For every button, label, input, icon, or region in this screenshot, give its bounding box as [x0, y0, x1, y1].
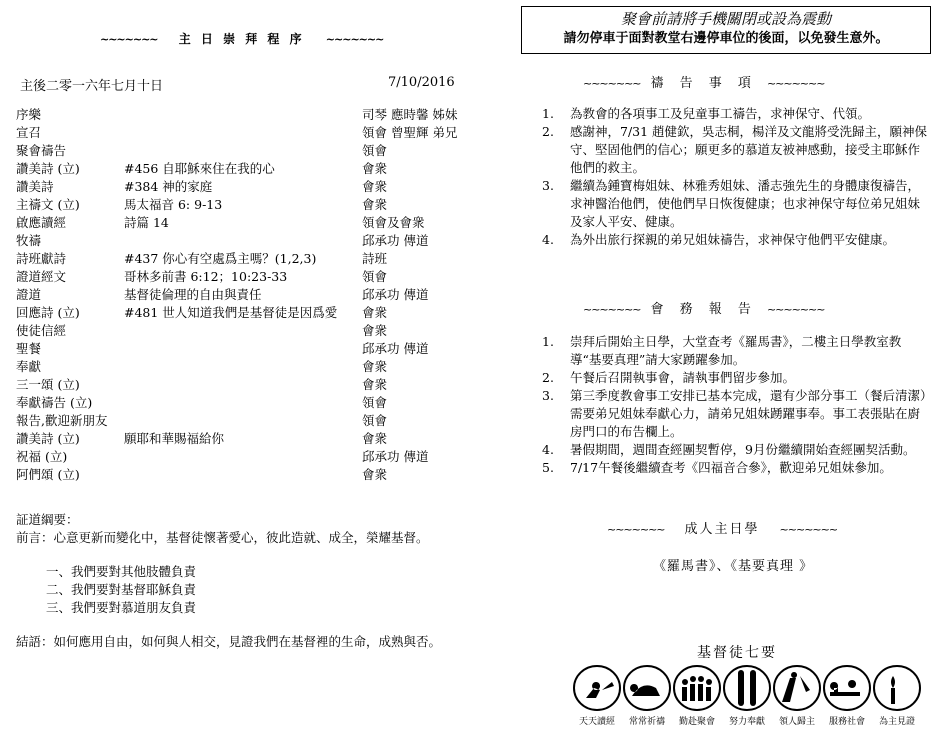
program-row — [16, 340, 476, 358]
program-leader: 領會 — [362, 395, 388, 410]
program-item: 序樂 — [16, 107, 42, 122]
program-item: 讚美詩 — [16, 179, 54, 194]
item-number: 2. — [542, 124, 554, 139]
ornament-right: ~~~~~~~ — [779, 523, 838, 536]
program-detail — [124, 106, 362, 124]
evangelism-icon — [774, 666, 820, 710]
meeting-item — [542, 441, 932, 459]
notice-parking: 請勿停車于面對教堂右邊停車位的後面，以免發生意外。 — [563, 31, 889, 46]
prayer-item — [542, 177, 932, 231]
item-number: 4. — [542, 442, 554, 457]
meeting-section-title — [583, 298, 824, 317]
program-item: 主禱文 (立) — [16, 197, 80, 212]
program-row — [16, 394, 476, 412]
program-leader: 會衆 — [362, 431, 388, 446]
meeting-item — [542, 387, 932, 441]
prayer-heading: 禱 告 事 項 — [650, 76, 757, 91]
program-leader: 邱承功 傳道 — [362, 341, 429, 356]
gathering-icon — [674, 666, 720, 710]
program-item: 牧禱 — [16, 233, 42, 248]
adult-school-title — [607, 518, 837, 537]
program-detail — [124, 448, 362, 466]
item-text: 崇拜后開始主日學，大堂查考《羅馬書》，二樓主日學教室教導“基要真理”請大家踴躍參加。 — [570, 334, 902, 367]
program-row — [16, 268, 476, 286]
program-detail — [124, 124, 362, 142]
program-row — [16, 430, 476, 448]
witness-icon — [874, 666, 920, 710]
program-leader: 會衆 — [362, 377, 388, 392]
program-detail — [124, 142, 362, 160]
program-item: 奉獻 — [16, 359, 42, 374]
program-leader: 領會 曾聖輝 弟兄 — [362, 125, 458, 140]
program-row — [16, 412, 476, 430]
program-item: 證道經文 — [16, 269, 67, 284]
program-detail: 詩篇 14 — [124, 215, 169, 230]
item-text: 繼續為鍾寶梅姐妹、林雅秀姐妹、潘志強先生的身體康復禱告，求神醫治他們，使他們早日恢復健康；也求神保守每位弟兄姐妹及家人平安、健康。 — [570, 178, 921, 229]
program-item: 讚美詩 (立) — [16, 431, 80, 446]
order-of-worship-title — [100, 30, 383, 47]
program-row — [16, 142, 476, 160]
program-row — [16, 322, 476, 340]
meeting-heading: 會 務 報 告 — [650, 302, 757, 317]
item-text: 第三季度教會事工安排已基本完成，還有少部分事工（餐后清潔）需要弟兄姐妹奉獻心力，請弟兄姐妹踴躍事奉。事工表張貼在廚房門口的布告欄上。 — [570, 388, 927, 439]
logo-caption: 天天讀經 — [578, 717, 615, 727]
program-detail — [124, 376, 362, 394]
meeting-item — [542, 333, 932, 369]
program-leader: 司琴 應時馨 姊妹 — [362, 107, 458, 122]
program-detail: #384 神的家庭 — [124, 179, 213, 194]
program-item: 宣召 — [16, 125, 42, 140]
sermon-heading: 証道綱要： — [16, 512, 79, 527]
program-row — [16, 304, 476, 322]
program-leader: 領會 — [362, 413, 388, 428]
program-detail: #481 世人知道我們是基督徒是因爲愛 — [124, 305, 338, 320]
program-row — [16, 448, 476, 466]
item-number: 2. — [542, 370, 554, 385]
program-detail: 基督徒倫理的自由與責任 — [124, 287, 262, 302]
prayer-section-title — [583, 72, 824, 91]
logo-caption: 努力奉獻 — [728, 717, 765, 727]
item-text: 為教會的各項事工及兒童事工禱告，求神保守、代領。 — [570, 106, 871, 121]
date-line — [20, 75, 455, 94]
program-detail — [124, 466, 362, 484]
program-leader: 領會及會衆 — [362, 215, 425, 230]
program-item: 詩班獻詩 — [16, 251, 67, 266]
program-item: 阿們頌 (立) — [16, 467, 80, 482]
program-item: 三一頌 (立) — [16, 377, 80, 392]
program-row — [16, 232, 476, 250]
item-text: 7/17午餐後繼續查考《四福音合參》，歡迎弟兄姐妹參加。 — [570, 460, 892, 475]
program-detail: #456 自耶穌來住在我的心 — [124, 161, 275, 176]
program-item: 證道 — [16, 287, 42, 302]
sermon-point: 三、我們要對慕道朋友負責 — [46, 600, 197, 615]
prayer-item — [542, 123, 932, 177]
program-leader: 會衆 — [362, 161, 388, 176]
item-text: 感謝神，7/31 趙健欽，吳志桐，楊洋及文龍將受洗歸主，願神保守、堅固他們的信心；願更多的慕道友被神感動，接受主耶穌作他們的救主。 — [570, 124, 928, 175]
meeting-item — [542, 459, 932, 477]
program-detail — [124, 340, 362, 358]
program-item: 聖餐 — [16, 341, 42, 356]
seven-essentials-icons — [572, 662, 928, 714]
program-leader: 會衆 — [362, 197, 388, 212]
program-leader: 會衆 — [362, 467, 388, 482]
prayer-list — [542, 105, 932, 249]
ornament-right: ~~~~~~~ — [325, 33, 384, 46]
program-detail: 哥林多前書 6:12；10:23-33 — [124, 269, 288, 284]
adult-school-books: 《羅馬書》、《基要真理 》 — [653, 559, 814, 574]
program-leader: 詩班 — [362, 251, 388, 266]
logo-captions — [572, 714, 928, 727]
logo-title: 基督徒七要 — [697, 645, 777, 661]
sermon-point: 二、我們要對基督耶穌負責 — [46, 582, 197, 597]
program-leader: 會衆 — [362, 179, 388, 194]
date-chinese: 主後二零一六年七月十日 — [20, 79, 164, 94]
program-item: 祝福 (立) — [16, 449, 68, 464]
program-row — [16, 250, 476, 268]
program-detail — [124, 358, 362, 376]
sermon-outline — [16, 511, 456, 651]
item-number: 1. — [542, 106, 554, 121]
meeting-list — [542, 333, 932, 477]
program-item: 讚美詩 (立) — [16, 161, 80, 176]
program-list — [16, 106, 476, 484]
sermon-conclusion: 結語：如何應用自由，如何與人相交，見證我們在基督裡的生命，成熟與否。 — [16, 634, 442, 649]
program-leader: 邱承功 傳道 — [362, 233, 429, 248]
seven-essentials-logo — [572, 638, 928, 734]
ornament-right: ~~~~~~~ — [766, 303, 825, 316]
meeting-item — [542, 369, 932, 387]
program-row — [16, 286, 476, 304]
program-leader: 邱承功 傳道 — [362, 287, 429, 302]
program-detail — [124, 322, 362, 340]
ornament-left: ~~~~~~~ — [100, 33, 158, 46]
program-row — [16, 466, 476, 484]
program-leader: 領會 — [362, 143, 388, 158]
program-leader: 邱承功 傳道 — [362, 449, 429, 464]
program-detail — [124, 232, 362, 250]
item-text: 午餐后召開執事會，請執事們留步參加。 — [570, 370, 796, 385]
program-row — [16, 214, 476, 232]
item-number: 1. — [542, 334, 554, 349]
item-number: 4. — [542, 232, 554, 247]
prayer-item — [542, 105, 932, 123]
program-row — [16, 196, 476, 214]
program-detail: 願耶和華賜福給你 — [124, 431, 225, 446]
program-row — [16, 178, 476, 196]
program-item: 報告,歡迎新朋友 — [16, 413, 108, 428]
notice-box — [521, 6, 931, 54]
program-item: 啟應讀經 — [16, 215, 67, 230]
ornament-left: ~~~~~~~ — [583, 303, 641, 316]
program-leader: 領會 — [362, 269, 388, 284]
item-text: 為外出旅行探親的弟兄姐妹禱告，求神保守他們平安健康。 — [570, 232, 896, 247]
program-detail — [124, 412, 362, 430]
sermon-point: 一、我們要對其他肢體負責 — [46, 564, 197, 579]
date-numeric: 7/10/2016 — [388, 75, 455, 90]
program-leader: 會衆 — [362, 305, 388, 320]
item-number: 5. — [542, 460, 554, 475]
program-leader: 會衆 — [362, 323, 388, 338]
program-item: 使徒信經 — [16, 323, 67, 338]
adult-school-heading: 成人主日學 — [684, 522, 760, 537]
logo-caption: 領人歸主 — [778, 717, 815, 727]
program-item: 奉獻禱告 (立) — [16, 395, 93, 410]
program-row — [16, 124, 476, 142]
item-text: 暑假期間，週間查經團契暫停，9月份繼續開始查經團契活動。 — [570, 442, 916, 457]
program-detail: 馬太福音 6: 9-13 — [124, 197, 223, 212]
ornament-left: ~~~~~~~ — [583, 77, 641, 90]
ornament-left: ~~~~~~~ — [607, 523, 665, 536]
program-row — [16, 106, 476, 124]
logo-caption: 服務社會 — [828, 717, 865, 727]
logo-caption: 常常祈禱 — [628, 717, 665, 727]
program-row — [16, 376, 476, 394]
ornament-right: ~~~~~~~ — [766, 77, 825, 90]
offering-icon — [724, 666, 770, 710]
logo-caption: 為主見證 — [878, 717, 915, 727]
program-leader: 會衆 — [362, 359, 388, 374]
sermon-points — [46, 563, 456, 617]
order-of-worship-heading: 主 日 崇 拜 程 序 — [178, 32, 305, 46]
notice-phone: 聚會前請將手機關閉或設為震動 — [620, 10, 831, 28]
sermon-intro: 前言：心意更新而變化中，基督徒懷著愛心，彼此造就、成全，榮耀基督。 — [16, 530, 429, 545]
logo-caption: 勤赴聚會 — [678, 717, 715, 727]
program-detail — [124, 394, 362, 412]
program-row — [16, 160, 476, 178]
program-row — [16, 358, 476, 376]
program-detail: #437 你心有空處爲主嗎？(1,2,3) — [124, 251, 317, 266]
program-item: 回應詩 (立) — [16, 305, 80, 320]
item-number: 3. — [542, 178, 554, 193]
prayer-item — [542, 231, 932, 249]
program-item: 聚會禱告 — [16, 143, 67, 158]
item-number: 3. — [542, 388, 554, 403]
